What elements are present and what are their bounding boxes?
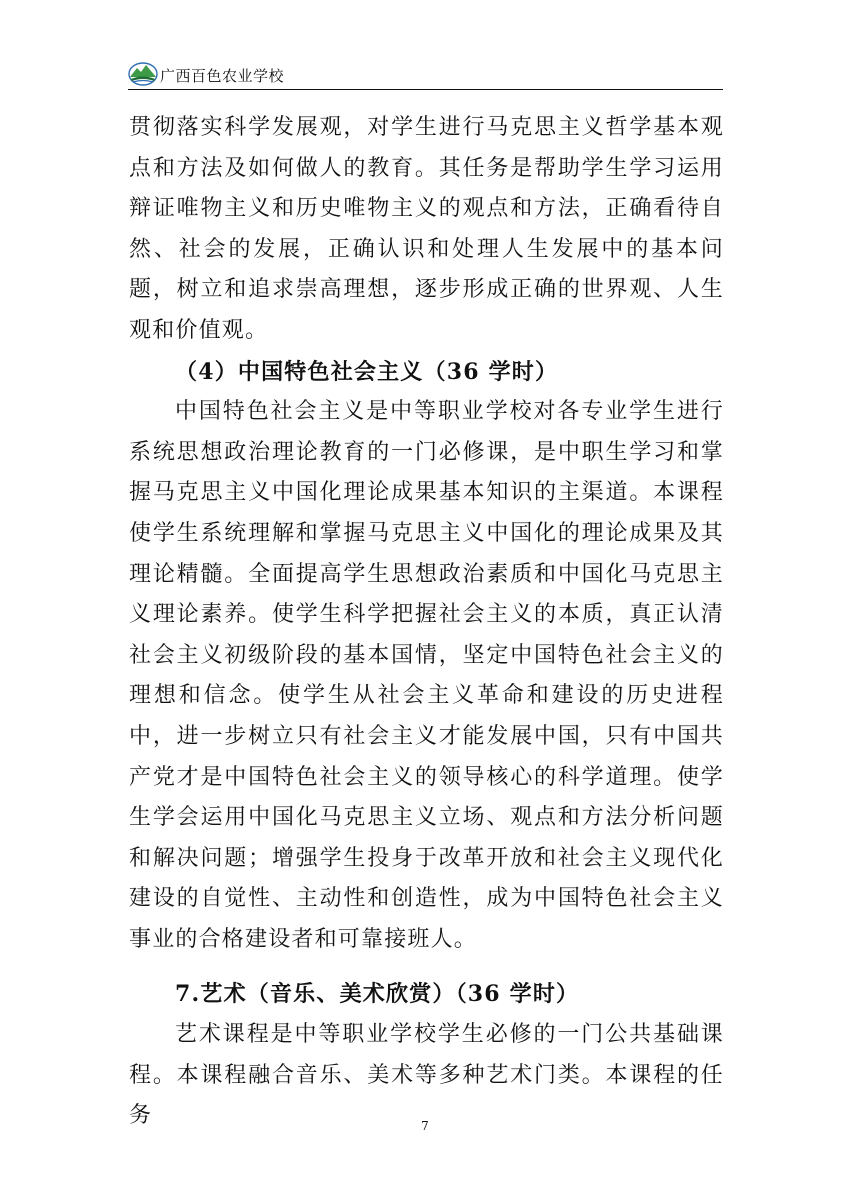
document-body (129, 108, 724, 1137)
paragraph-socialism: 中国特色社会主义是中等职业学校对各专业学生进行系统思想政治理论教育的一门必修课，是中职生学习和掌握马克思主义中国化理论成果基本知识的主渠道。本课程使学生系统理解和掌握马克思主义中国化的理论成果及其理论精髓。全面提高学生思想政治素质和中国化马克思主义理论素养。使学生科学把握社会主义的本质，真正认清社会主义初级阶段的基本国情，坚定中国特色社会主义的理想和信念。使学生从社会主义革命和建设的历史进程中，进一步树立只有社会主义才能发展中国，只有中国共产党才是中国特色社会主义的领导核心的科学道理。使学生学会运用中国化马克思主义立场、观点和方法分析问题和解决问题；增强学生投身于改革开放和社会主义现代化建设的自觉性、主动性和创造性，成为中国特色社会主义事业的合格建设者和可靠接班人。 (129, 399, 724, 952)
paragraph-continuation: 贯彻落实科学发展观，对学生进行马克思主义哲学基本观点和方法及如何做人的教育。其任务是帮助学生学习运用辩证唯物主义和历史唯物主义的观点和方法，正确看待自然、社会的发展，正确认识和处理人生发展中的基本问题，树立和追求崇高理想，逐步形成正确的世界观、人生观和价值观。 (129, 115, 724, 343)
page-header (128, 58, 723, 92)
paragraph-art: 艺术课程是中等职业学校学生必修的一门公共基础课程。本课程融合音乐、美术等多种艺术门类。本课程的任务 (129, 1022, 724, 1129)
mountain-logo-icon (128, 60, 158, 86)
header-divider (128, 89, 723, 90)
section-heading-art: 7.艺术（音乐、美术欣赏）（36 学时） (175, 981, 580, 1008)
section-heading-socialism: （4）中国特色社会主义（36 学时） (175, 358, 559, 385)
school-name: 广西百色农业学校 (160, 67, 285, 85)
page-number: 7 (421, 1119, 429, 1133)
